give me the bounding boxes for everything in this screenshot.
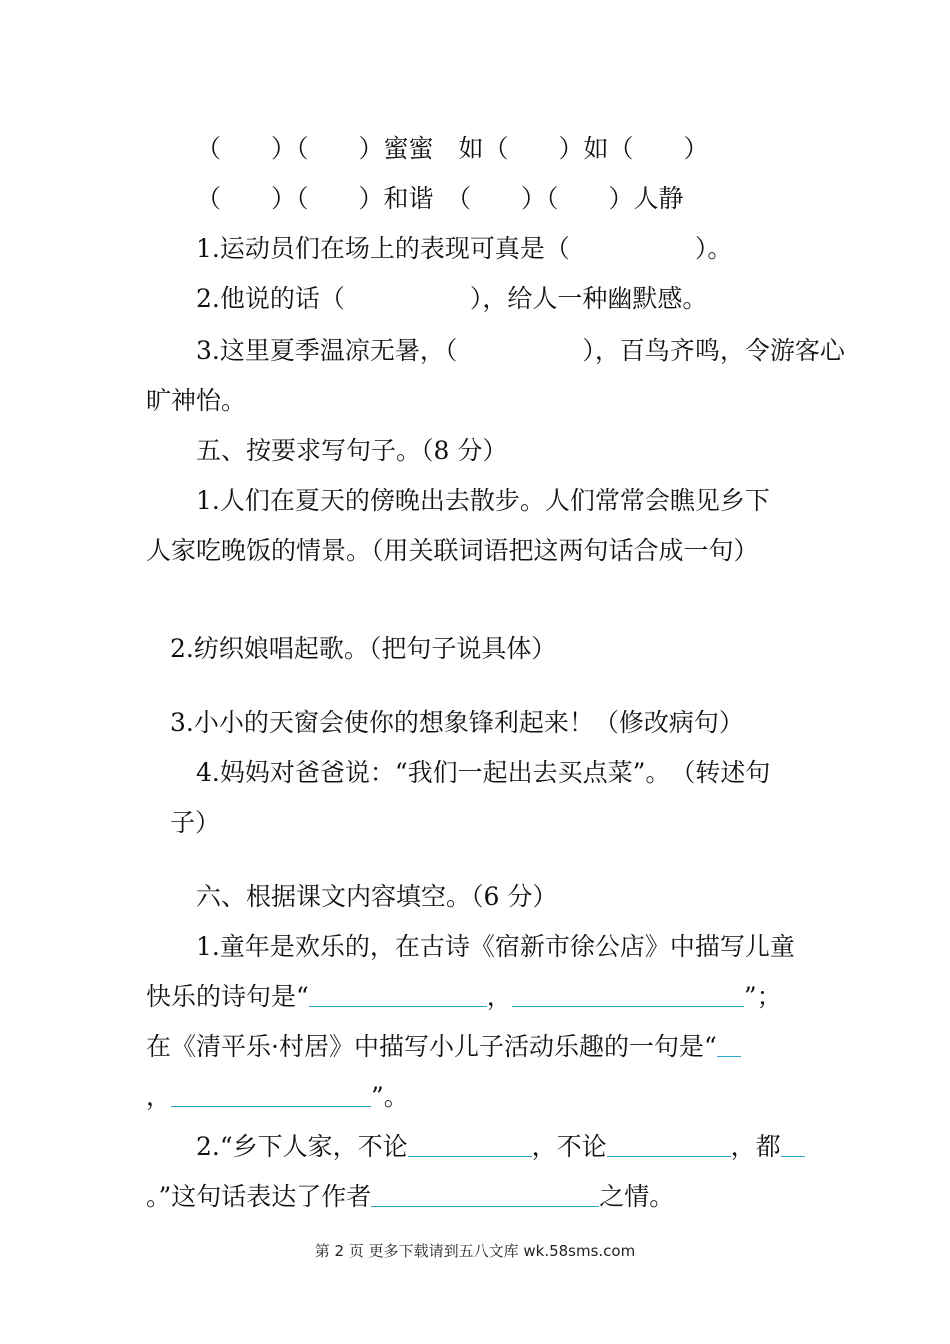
answer-blank[interactable]: [408, 1130, 532, 1157]
comma: ，: [146, 1082, 172, 1111]
q4-item-3-line-2: 旷神怡。: [146, 386, 247, 415]
close-quote: ”；: [743, 982, 782, 1011]
q4-item-2: 2.他说的话（ ），给人一种幽默感。: [196, 284, 708, 313]
s6-item-2-mid-1: ，不论: [531, 1132, 607, 1161]
q4-item-1: 1.运动员们在场上的表现可真是（ ）。: [196, 234, 733, 263]
answer-blank[interactable]: [607, 1130, 731, 1157]
section-6-heading: 六、根据课文内容填空。（6 分）: [196, 882, 558, 911]
s5-item-4-line-2: 子）: [170, 808, 221, 837]
s5-item-1-line-2: 人家吃晚饭的情景。（用关联词语把这两句话合成一句）: [146, 536, 759, 565]
s6-item-2-b-suffix: 之情。: [599, 1182, 675, 1211]
answer-blank[interactable]: [309, 980, 487, 1007]
answer-blank[interactable]: [512, 980, 744, 1007]
s5-item-2: 2.纺织娘唱起歌。（把句子说具体）: [170, 634, 557, 663]
s6-item-2-line-1: [196, 1130, 805, 1164]
q4-item-3-line-1: 3.这里夏季温凉无暑，（ ），百鸟齐鸣，令游客心: [196, 336, 845, 365]
s5-item-3: 3.小小的天窗会使你的想象锋利起来！（修改病句）: [170, 708, 744, 737]
s6-item-1-line-4: [146, 1080, 409, 1114]
s6-item-1-line-2: [146, 980, 782, 1014]
page-footer: 第 2 页 更多下载请到五八文库 wk.58sms.com: [314, 1242, 636, 1260]
s6-item-2-b-prefix: 。”这句话表达了作者: [146, 1182, 372, 1211]
answer-blank[interactable]: [371, 1180, 599, 1207]
s6-item-2-mid-2: ，都: [730, 1132, 781, 1161]
idiom-row-2: （ ）（ ）和谐 （ ）（ ）人静: [196, 184, 684, 213]
s6-item-1-line-1: 1.童年是欢乐的，在古诗《宿新市徐公店》中描写儿童: [196, 932, 795, 961]
s6-item-1-line-3: [146, 1030, 741, 1064]
idiom-row-1: （ ）（ ）蜜蜜 如（ ）如（ ）: [196, 134, 709, 163]
s6-item-1-prefix: 快乐的诗句是“: [146, 982, 309, 1011]
comma: ，: [486, 982, 512, 1011]
s6-item-2-prefix: 2.“乡下人家，不论: [196, 1132, 408, 1161]
s6-item-1-c: 在《清平乐·村居》中描写小儿子活动乐趣的一句是“: [146, 1032, 717, 1061]
answer-blank[interactable]: [171, 1080, 371, 1107]
answer-blank[interactable]: [717, 1030, 741, 1057]
section-5-heading: 五、按要求写句子。（8 分）: [196, 436, 508, 465]
answer-blank[interactable]: [781, 1130, 805, 1157]
s5-item-4-line-1: 4.妈妈对爸爸说：“我们一起出去买点菜”。 （转述句: [196, 758, 771, 787]
s5-item-1-line-1: 1.人们在夏天的傍晚出去散步。人们常常会瞧见乡下: [196, 486, 770, 515]
s6-item-2-line-2: [146, 1180, 674, 1214]
close-quote: ”。: [371, 1082, 409, 1111]
